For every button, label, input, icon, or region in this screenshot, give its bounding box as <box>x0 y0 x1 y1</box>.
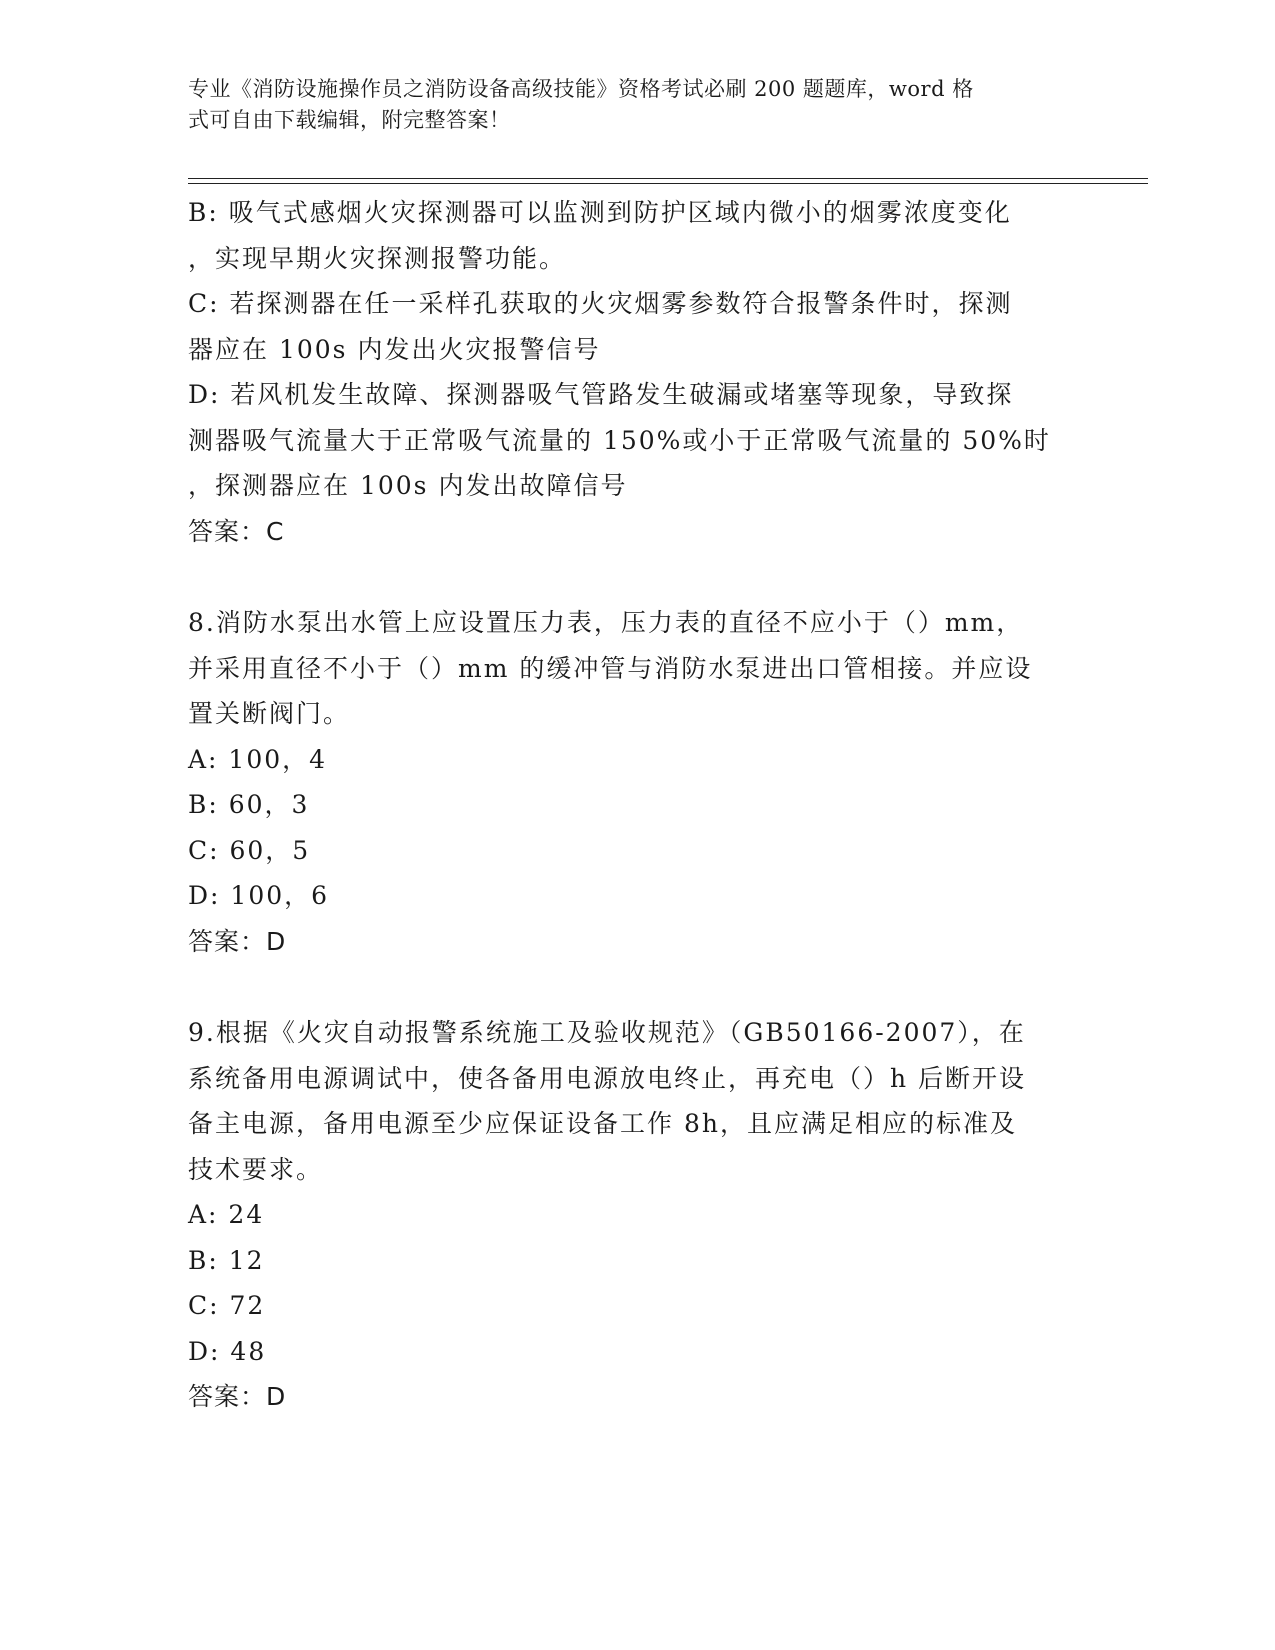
answer-line: 答案：D <box>188 926 287 956</box>
question-9 <box>188 1010 1078 1420</box>
option-d-line: D: 若风机发生故障、探测器吸气管路发生破漏或堵塞等现象，导致探 <box>188 380 1014 409</box>
question-stem-line: 并采用直径不小于（）mm 的缓冲管与消防水泵进出口管相接。并应设 <box>188 653 1033 683</box>
question-8 <box>188 600 1078 964</box>
question-spacer <box>188 964 1078 1010</box>
document-body <box>188 190 1078 1420</box>
option-c: C: 72 <box>188 1291 266 1320</box>
question-stem-line: 置关断阀门。 <box>188 699 351 728</box>
answer-line: 答案：D <box>188 1382 287 1411</box>
option-c-line: C: 若探测器在任一采样孔获取的火灾烟雾参数符合报警条件时，探测 <box>188 289 1013 318</box>
question-stem-line: 技术要求。 <box>188 1154 324 1184</box>
question-7-tail <box>188 190 1078 554</box>
question-stem-line: 系统备用电源调试中，使各备用电源放电终止，再充电（）h 后断开设 <box>188 1063 1027 1093</box>
question-spacer <box>188 554 1078 600</box>
option-d: D: 48 <box>188 1336 267 1366</box>
option-c-line: 器应在 100s 内发出火灾报警信号 <box>188 334 601 364</box>
header-line: 式可自由下载编辑，附完整答案！ <box>188 108 511 132</box>
header-divider <box>188 178 1148 184</box>
option-d-line: ，探测器应在 100s 内发出故障信号 <box>188 471 628 500</box>
option-c: C: 60，5 <box>188 835 311 865</box>
option-b-line: ，实现早期火灾探测报警功能。 <box>188 243 567 273</box>
option-b: B: 60，3 <box>188 790 310 819</box>
option-b-line: B: 吸气式感烟火灾探测器可以监测到防护区域内微小的烟雾浓度变化 <box>188 198 1012 227</box>
question-stem-line: 备主电源，备用电源至少应保证设备工作 8h，且应满足相应的标准及 <box>188 1109 1017 1138</box>
header-line: 专业《消防设施操作员之消防设备高级技能》资格考试必刷 200 题题库，word 格 <box>188 77 974 101</box>
option-a: A: 100，4 <box>188 744 328 774</box>
document-header <box>188 74 1088 136</box>
question-stem-line: 8.消防水泵出水管上应设置压力表，压力表的直径不应小于（）mm， <box>188 608 1024 637</box>
option-b: B: 12 <box>188 1245 265 1275</box>
question-stem-line: 9.根据《火灾自动报警系统施工及验收规范》（GB50166-2007），在 <box>188 1018 1026 1047</box>
answer-line: 答案：C <box>188 516 285 546</box>
option-d: D: 100，6 <box>188 881 330 910</box>
option-a: A: 24 <box>188 1200 265 1229</box>
option-d-line: 测器吸气流量大于正常吸气流量的 150%或小于正常吸气流量的 50%时 <box>188 425 1051 455</box>
